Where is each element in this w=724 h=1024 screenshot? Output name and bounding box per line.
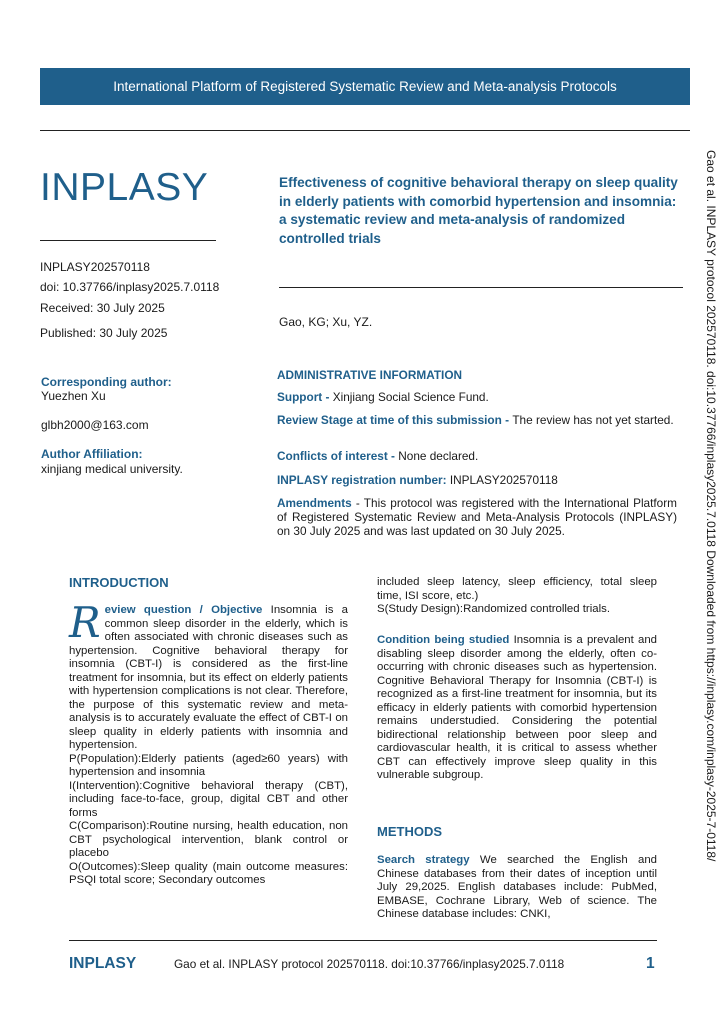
stage-value: The review has not yet started. (512, 413, 674, 427)
search-strategy-label: Search strategy (377, 854, 470, 866)
amendments-label: Amendments (277, 496, 352, 510)
methods-heading: METHODS (377, 824, 442, 839)
drop-cap: R (69, 598, 101, 647)
support-value: Xinjiang Social Science Fund. (332, 390, 489, 404)
pico-intervention: I(Intervention):Cognitive behavioral therapy (CBT), including face-to-face, group, digital CBT and other forms (69, 779, 348, 819)
published-date: Published: 30 July 2025 (40, 326, 168, 340)
review-question-label: eview question / Objective (104, 604, 263, 616)
footer-brand: INPLASY (69, 955, 137, 972)
stage-label: Review Stage at time of this submission - (277, 413, 513, 427)
received-date: Received: 30 July 2025 (40, 301, 165, 315)
pico-comparison: C(Comparison):Routine nursing, health education, non CBT psychological intervention, blank control or placebo (69, 820, 348, 859)
side-citation (700, 150, 720, 890)
pico-outcomes-continued: included sleep latency, sleep efficiency, total sleep time, ISI score, etc.) (377, 576, 657, 602)
condition-paragraph (377, 634, 657, 783)
registration-value: INPLASY202570118 (449, 473, 558, 487)
right-column-top (377, 576, 657, 617)
corresponding-author-name: Yuezhen Xu (41, 389, 106, 403)
coi-line (277, 449, 677, 463)
coi-value: None declared. (398, 449, 479, 463)
coi-label: Conflicts of interest - (277, 449, 399, 463)
journal-banner: International Platform of Registered Systematic Review and Meta-analysis Protocols (40, 68, 690, 105)
authors: Gao, KG; Xu, YZ. (279, 315, 373, 329)
amendments-line (277, 496, 677, 539)
search-strategy-text: We searched the English and Chinese databases from their dates of inception until July 29,2025. English databases include: PubMed, EMBASE, Cochrane Library, Web of science. The Chinese database includes: CNKI, (377, 854, 657, 920)
footer-rule (69, 940, 657, 941)
admin-heading: ADMINISTRATIVE INFORMATION (277, 368, 463, 382)
pico-outcomes: O(Outcomes):Sleep quality (main outcome measures: PSQI total score; Secondary outcomes (69, 860, 348, 886)
doi[interactable]: doi: 10.37766/inplasy2025.7.0118 (40, 280, 220, 294)
support-label: Support - (277, 390, 333, 404)
inplasy-id: INPLASY202570118 (40, 260, 150, 274)
article-title: Effectiveness of cognitive behavioral therapy on sleep quality in elderly patients with comorbid hypertension and insomnia: a systematic review and meta-analysis of randomized controlled trials (279, 175, 678, 246)
registration-label: INPLASY registration number: (277, 473, 450, 487)
review-question-text: Insomnia is a common sleep disorder in the elderly, which is often associated with chronic diseases such as hypertension. Cognitive behavioral therapy for insomnia (CBT-I) is considered as the first-line treatment for insomnia, but its effect on elderly patients with hypertension complications is not clear. Therefore, the purpose of this systematic review and meta-analysis is to accurately evaluate the effect of CBT-I on sleep quality in elderly patients with insomnia and hypertension. (69, 604, 348, 751)
footer-citation: Gao et al. INPLASY protocol 202570118. doi:10.37766/inplasy2025.7.0118 (174, 957, 565, 971)
introduction-heading: INTRODUCTION (69, 575, 169, 590)
search-strategy-paragraph (377, 854, 657, 922)
side-citation-text: Gao et al. INPLASY protocol 202570118. doi:10.37766/inplasy2025.7.0118 Downloaded from https://inplasy.com/inplasy-2025-7-0118/ (704, 150, 718, 862)
review-question-paragraph (69, 598, 348, 753)
corresponding-author-label: Corresponding author: (41, 375, 172, 389)
top-rule (40, 130, 690, 131)
page-number: 1 (646, 955, 655, 972)
corresponding-author-email[interactable]: glbh2000@163.com (41, 418, 149, 432)
affiliation-value: xinjiang medical university. (41, 462, 183, 476)
title-rule (279, 287, 683, 288)
brand-logo: INPLASY (40, 166, 209, 209)
registration-line (277, 473, 677, 487)
stage-line (277, 413, 677, 427)
amendments-value: - This protocol was registered with the International Platform of Registered Systematic Review and Meta-Analysis Protocols (INPLASY) on 30 July 2025 and was last updated on 30 July 2025. (277, 496, 677, 539)
condition-text: Insomnia is a prevalent and disabling sleep disorder among the elderly, often co-occurring with chronic diseases such as hypertension. Cognitive Behavioral Therapy for Insomnia (CBT-I) is recognized as a first-line treatment for insomnia, but its efficacy in elderly patients with comorbid hypertension remains understudied. Considering the potential bidirectional relationship between poor sleep and cardiovascular health, it is critical to assess whether CBT can effectively improve sleep quality in this vulnerable subgroup. (377, 634, 658, 781)
brand-rule (40, 240, 216, 241)
condition-label: Condition being studied (377, 634, 510, 646)
introduction-body (69, 598, 348, 888)
affiliation-label: Author Affiliation: (41, 447, 143, 461)
pico-population: P(Population):Elderly patients (aged≥60 years) with hypertension and insomnia (69, 752, 348, 778)
pico-study-design: S(Study Design):Randomized controlled trials. (377, 603, 610, 615)
support-line (277, 390, 677, 404)
